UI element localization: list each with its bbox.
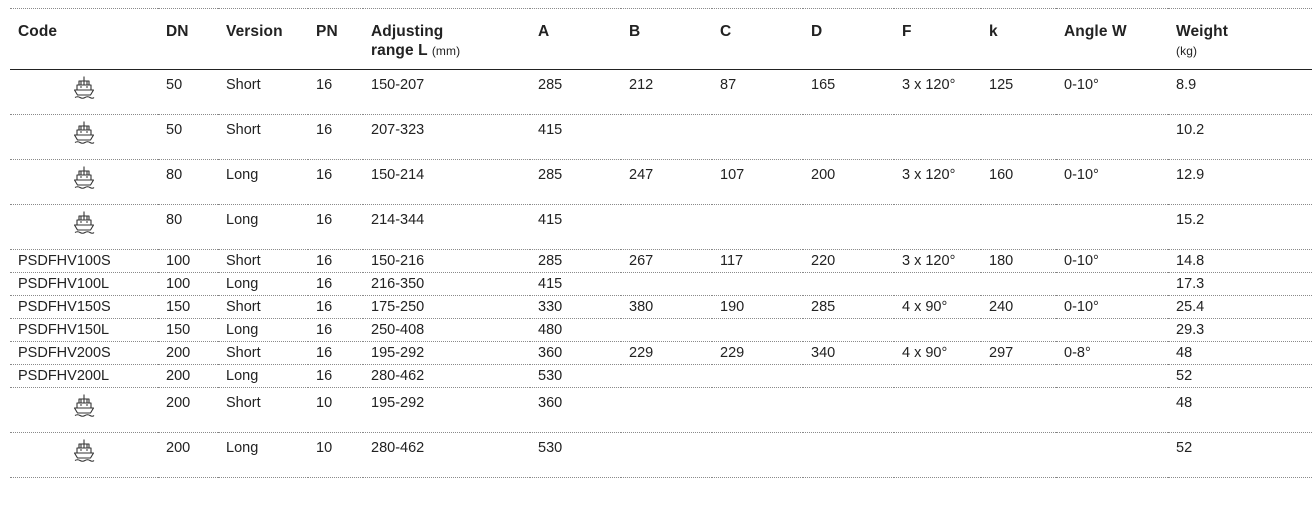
version-cell: Long xyxy=(226,322,259,338)
f-cell xyxy=(894,388,981,433)
k-cell xyxy=(981,273,1056,296)
code-cell xyxy=(10,433,158,478)
d-cell: 285 xyxy=(811,299,836,315)
f-cell xyxy=(894,365,981,388)
header-code: Code xyxy=(18,23,58,40)
header-dn: DN xyxy=(166,23,189,40)
d-cell xyxy=(803,115,894,160)
a-cell: 480 xyxy=(538,322,563,338)
table-row xyxy=(10,296,1312,319)
header-weight-unit: (kg) xyxy=(1176,44,1198,58)
angle-cell: 0-10° xyxy=(1064,167,1099,183)
pn-cell: 16 xyxy=(316,299,333,315)
b-cell xyxy=(621,433,712,478)
version-cell: Short xyxy=(226,345,261,361)
code-cell: PSDFHV150S xyxy=(18,299,111,315)
version-cell: Long xyxy=(226,276,259,292)
pn-cell: 16 xyxy=(316,167,333,183)
table-row xyxy=(10,250,1312,273)
spec-table xyxy=(10,8,1312,478)
version-cell: Long xyxy=(226,440,259,456)
f-cell: 3 x 120° xyxy=(902,77,956,93)
dn-cell: 200 xyxy=(166,368,191,384)
weight-cell: 8.9 xyxy=(1176,77,1197,93)
header-c: C xyxy=(720,23,732,40)
a-cell: 360 xyxy=(538,345,563,361)
b-cell: 267 xyxy=(629,253,654,269)
b-cell xyxy=(621,205,712,250)
d-cell: 200 xyxy=(811,167,836,183)
header-a: A xyxy=(538,23,550,40)
b-cell: 247 xyxy=(629,167,654,183)
a-cell: 530 xyxy=(538,368,563,384)
b-cell xyxy=(621,273,712,296)
range-cell: 175-250 xyxy=(371,299,425,315)
version-cell: Short xyxy=(226,299,261,315)
c-cell xyxy=(712,319,803,342)
d-cell: 165 xyxy=(811,77,836,93)
b-cell: 229 xyxy=(629,345,654,361)
k-cell xyxy=(981,115,1056,160)
a-cell: 285 xyxy=(538,77,563,93)
a-cell: 415 xyxy=(538,276,563,292)
spec-table-container xyxy=(10,8,1302,478)
table-body xyxy=(10,70,1312,478)
ship-icon xyxy=(73,397,95,413)
range-cell: 280-462 xyxy=(371,440,425,456)
dn-cell: 150 xyxy=(166,322,191,338)
dn-cell: 50 xyxy=(166,77,183,93)
version-cell: Short xyxy=(226,77,261,93)
c-cell xyxy=(712,205,803,250)
c-cell xyxy=(712,388,803,433)
k-cell: 297 xyxy=(989,345,1014,361)
d-cell: 340 xyxy=(811,345,836,361)
dn-cell: 200 xyxy=(166,440,191,456)
weight-cell: 14.8 xyxy=(1176,253,1205,269)
angle-cell: 0-10° xyxy=(1064,253,1099,269)
angle-cell xyxy=(1056,205,1168,250)
dn-cell: 200 xyxy=(166,345,191,361)
c-cell: 190 xyxy=(720,299,745,315)
code-cell: PSDFHV200S xyxy=(18,345,111,361)
b-cell xyxy=(621,388,712,433)
range-cell: 216-350 xyxy=(371,276,425,292)
angle-cell xyxy=(1056,388,1168,433)
pn-cell: 16 xyxy=(316,122,333,138)
pn-cell: 10 xyxy=(316,395,333,411)
code-cell xyxy=(10,205,158,250)
c-cell: 87 xyxy=(720,77,737,93)
range-cell: 207-323 xyxy=(371,122,425,138)
range-cell: 150-214 xyxy=(371,167,425,183)
weight-cell: 10.2 xyxy=(1176,122,1205,138)
k-cell xyxy=(981,388,1056,433)
header-adjusting-unit: (mm) xyxy=(431,44,461,58)
weight-cell: 25.4 xyxy=(1176,299,1205,315)
b-cell: 380 xyxy=(629,299,654,315)
f-cell: 3 x 120° xyxy=(902,167,956,183)
code-cell xyxy=(10,388,158,433)
header-f: F xyxy=(902,23,912,40)
ship-icon xyxy=(73,79,95,95)
code-cell: PSDFHV100S xyxy=(18,253,111,269)
a-cell: 360 xyxy=(538,395,563,411)
a-cell: 285 xyxy=(538,253,563,269)
range-cell: 280-462 xyxy=(371,368,425,384)
version-cell: Long xyxy=(226,167,259,183)
table-row xyxy=(10,160,1312,205)
header-angle: Angle W xyxy=(1064,23,1127,40)
header-d: D xyxy=(811,23,823,40)
table-row xyxy=(10,319,1312,342)
ship-icon xyxy=(73,169,95,185)
pn-cell: 16 xyxy=(316,77,333,93)
weight-cell: 52 xyxy=(1176,368,1193,384)
code-cell: PSDFHV100L xyxy=(18,276,110,292)
table-row xyxy=(10,365,1312,388)
d-cell xyxy=(803,205,894,250)
weight-cell: 15.2 xyxy=(1176,212,1205,228)
weight-cell: 48 xyxy=(1176,395,1193,411)
angle-cell xyxy=(1056,433,1168,478)
f-cell xyxy=(894,273,981,296)
a-cell: 415 xyxy=(538,122,563,138)
header-weight xyxy=(1168,9,1312,70)
weight-cell: 48 xyxy=(1176,345,1193,361)
c-cell: 229 xyxy=(720,345,745,361)
c-cell xyxy=(712,365,803,388)
f-cell xyxy=(894,433,981,478)
range-cell: 214-344 xyxy=(371,212,425,228)
b-cell xyxy=(621,115,712,160)
d-cell xyxy=(803,319,894,342)
version-cell: Long xyxy=(226,212,259,228)
pn-cell: 16 xyxy=(316,276,333,292)
range-cell: 150-207 xyxy=(371,77,425,93)
header-version: Version xyxy=(226,23,283,40)
f-cell xyxy=(894,115,981,160)
k-cell xyxy=(981,365,1056,388)
table-row xyxy=(10,433,1312,478)
header-weight-label: Weight xyxy=(1176,23,1228,40)
header-adjusting-range xyxy=(363,9,530,70)
header-k: k xyxy=(989,23,998,40)
header-adjusting-line2: range L xyxy=(371,42,428,59)
a-cell: 530 xyxy=(538,440,563,456)
version-cell: Short xyxy=(226,395,261,411)
angle-cell xyxy=(1056,115,1168,160)
c-cell xyxy=(712,273,803,296)
version-cell: Long xyxy=(226,368,259,384)
version-cell: Short xyxy=(226,122,261,138)
pn-cell: 16 xyxy=(316,212,333,228)
c-cell: 117 xyxy=(720,253,744,269)
header-row xyxy=(10,9,1312,70)
table-row xyxy=(10,388,1312,433)
pn-cell: 16 xyxy=(316,253,333,269)
weight-cell: 29.3 xyxy=(1176,322,1205,338)
dn-cell: 100 xyxy=(166,253,191,269)
angle-cell xyxy=(1056,273,1168,296)
angle-cell xyxy=(1056,365,1168,388)
header-adjusting-line1: Adjusting xyxy=(371,23,444,40)
b-cell xyxy=(621,319,712,342)
range-cell: 150-216 xyxy=(371,253,425,269)
d-cell: 220 xyxy=(811,253,836,269)
k-cell: 160 xyxy=(989,167,1014,183)
pn-cell: 16 xyxy=(316,322,333,338)
table-row xyxy=(10,273,1312,296)
dn-cell: 200 xyxy=(166,395,191,411)
c-cell xyxy=(712,115,803,160)
angle-cell: 0-10° xyxy=(1064,299,1099,315)
b-cell xyxy=(621,365,712,388)
d-cell xyxy=(803,388,894,433)
weight-cell: 17.3 xyxy=(1176,276,1205,292)
ship-icon xyxy=(73,214,95,230)
d-cell xyxy=(803,433,894,478)
pn-cell: 16 xyxy=(316,345,333,361)
header-pn: PN xyxy=(316,23,338,40)
code-cell: PSDFHV150L xyxy=(18,322,110,338)
pn-cell: 16 xyxy=(316,368,333,384)
c-cell xyxy=(712,433,803,478)
f-cell xyxy=(894,319,981,342)
dn-cell: 150 xyxy=(166,299,191,315)
code-cell xyxy=(10,160,158,205)
k-cell: 180 xyxy=(989,253,1014,269)
k-cell xyxy=(981,205,1056,250)
ship-icon xyxy=(73,442,95,458)
header-b: B xyxy=(629,23,641,40)
table-row xyxy=(10,205,1312,250)
weight-cell: 52 xyxy=(1176,440,1193,456)
dn-cell: 80 xyxy=(166,167,183,183)
f-cell: 4 x 90° xyxy=(902,299,948,315)
angle-cell xyxy=(1056,319,1168,342)
a-cell: 415 xyxy=(538,212,563,228)
code-cell xyxy=(10,70,158,115)
code-cell xyxy=(10,115,158,160)
dn-cell: 100 xyxy=(166,276,191,292)
a-cell: 330 xyxy=(538,299,563,315)
f-cell xyxy=(894,205,981,250)
range-cell: 250-408 xyxy=(371,322,425,338)
k-cell xyxy=(981,433,1056,478)
d-cell xyxy=(803,365,894,388)
d-cell xyxy=(803,273,894,296)
pn-cell: 10 xyxy=(316,440,333,456)
version-cell: Short xyxy=(226,253,261,269)
range-cell: 195-292 xyxy=(371,345,425,361)
weight-cell: 12.9 xyxy=(1176,167,1205,183)
table-row xyxy=(10,70,1312,115)
k-cell: 240 xyxy=(989,299,1014,315)
f-cell: 4 x 90° xyxy=(902,345,948,361)
angle-cell: 0-8° xyxy=(1064,345,1091,361)
dn-cell: 50 xyxy=(166,122,183,138)
b-cell: 212 xyxy=(629,77,654,93)
k-cell: 125 xyxy=(989,77,1014,93)
ship-icon xyxy=(73,124,95,140)
dn-cell: 80 xyxy=(166,212,183,228)
range-cell: 195-292 xyxy=(371,395,425,411)
table-row xyxy=(10,115,1312,160)
angle-cell: 0-10° xyxy=(1064,77,1099,93)
table-row xyxy=(10,342,1312,365)
c-cell: 107 xyxy=(720,167,745,183)
a-cell: 285 xyxy=(538,167,563,183)
code-cell: PSDFHV200L xyxy=(18,368,110,384)
f-cell: 3 x 120° xyxy=(902,253,956,269)
k-cell xyxy=(981,319,1056,342)
